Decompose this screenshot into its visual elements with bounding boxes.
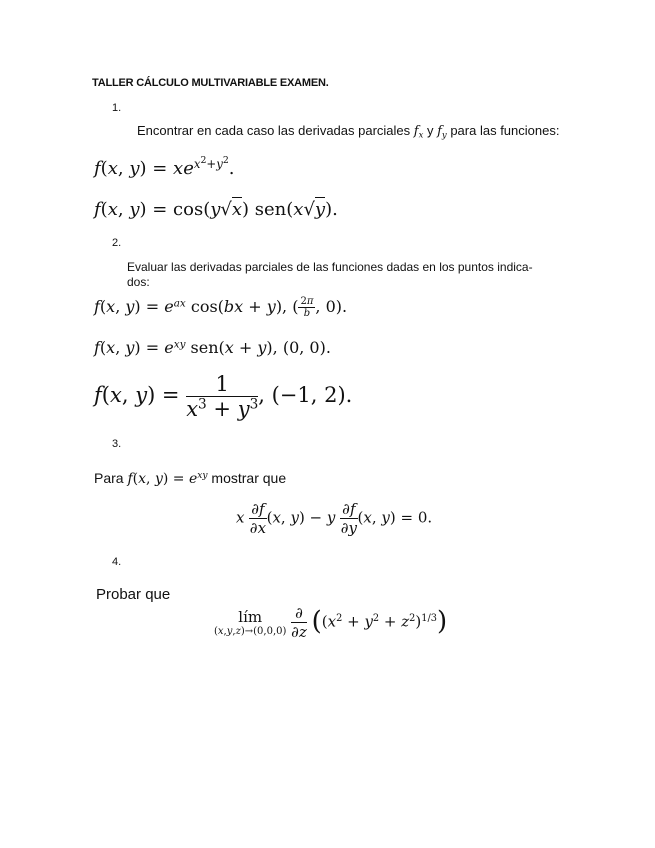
fy-symbol: $f_y$: [437, 124, 447, 140]
document-title: TALLER CÁLCULO MULTIVARIABLE EXAMEN.: [92, 77, 329, 89]
equation-2c: f(x, y) = $\frac{1}{x^3 + y^3}$ , (−1, 2).: [94, 372, 353, 421]
section-1-number: 1.: [112, 102, 122, 114]
section-4-statement: Probar que: [96, 586, 171, 603]
equation-2b: f(x, $y) = e^{xy}$ sen(x + y), (0, 0).: [94, 338, 331, 357]
section-3-statement: Para f(x, $y) = e^{xy}$ mostrar que: [94, 470, 287, 487]
section-2-number: 2.: [112, 237, 122, 249]
equation-2a: f(x, $y) = e^{ax}$ cos(bx + y), ( $\frac{2\pi}{b}$ , 0).: [94, 296, 348, 319]
section-3-number: 3.: [112, 438, 122, 450]
section-2-statement: Evaluar las derivadas parciales de las funciones dadas en los puntos indica- dos:: [127, 260, 533, 289]
equation-1a: f(x, $y) = xe^{x^2+y^2}$.: [94, 154, 235, 179]
equation-1b: f(x, y) = cos(y√x) sen(x√y).: [94, 199, 338, 220]
equation-3: x $\frac{\partial f}{\partial x}$ (x, y) − y $\frac{\partial f}{\partial y}$ (x, y) = 0.: [236, 500, 433, 537]
function-3: f(x, $y) = e^{xy}$: [127, 471, 208, 487]
section-4-number: 4.: [112, 556, 122, 568]
section-1-statement: Encontrar en cada caso las derivadas parciales $f_x$ y $f_y$ para las funciones:: [137, 123, 560, 140]
fx-symbol: $f_x$: [413, 124, 424, 140]
equation-4: lím (x,y,z)→(0,0,0) $\frac{\partial}{\partial z}$ $((x^2 + y^2 + z^2)^{1/3})$: [214, 604, 448, 641]
